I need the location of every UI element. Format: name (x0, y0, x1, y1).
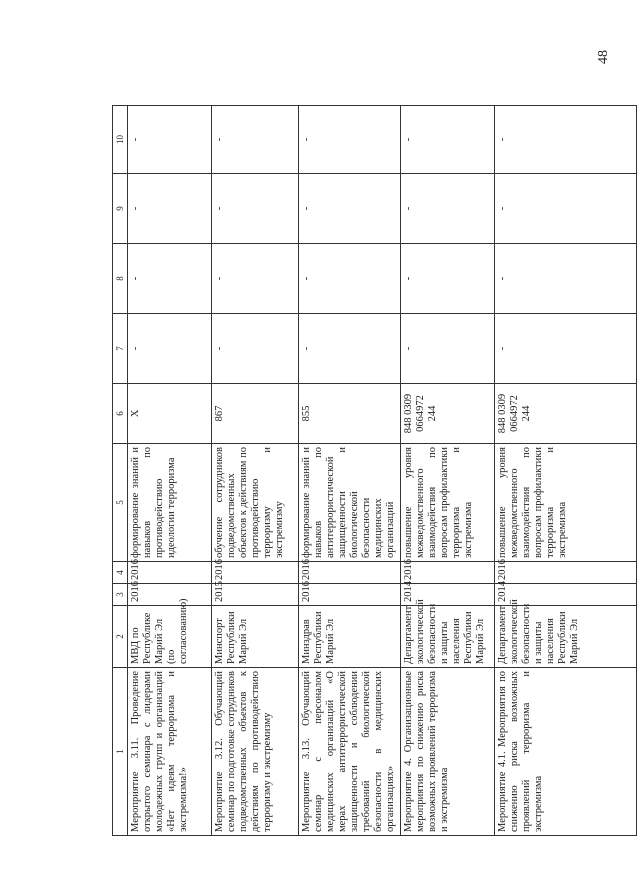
end-year-cell: 2016 (400, 562, 494, 584)
activity-cell: Мероприятие 4.1. Мероприятия по снижению риска возможных проявлений терроризма и экстремизма (494, 668, 637, 836)
rotated-table-wrapper (112, 106, 637, 836)
value-cell: - (299, 106, 401, 174)
start-year-cell: 2014 (494, 584, 637, 606)
value-cell: - (299, 174, 401, 244)
budget-code-cell: X (128, 384, 212, 444)
program-table (112, 105, 637, 836)
executor-cell: МВД по Республике Марий Эл (по согласованию) (128, 606, 212, 668)
col-header: 10 (113, 106, 128, 174)
end-year-cell: 2016 (299, 562, 401, 584)
table-row (128, 106, 212, 836)
header-row (113, 106, 128, 836)
value-cell: - (212, 174, 299, 244)
value-cell: - (128, 244, 212, 314)
start-year-cell: 2016 (128, 584, 212, 606)
budget-code-cell: 848 0309 0664972 244 (494, 384, 637, 444)
col-header: 7 (113, 314, 128, 384)
result-cell: обучение сотрудников подведомственных объектов к действиям по противодействию терроризму и экстремизму (212, 444, 299, 562)
budget-code-cell: 848 0309 0664972 244 (400, 384, 494, 444)
value-cell: - (494, 244, 637, 314)
end-year-cell: 2016 (494, 562, 637, 584)
executor-cell: Минздрав Республики Марий Эл (299, 606, 401, 668)
executor-cell: Департамент экологической безопасности и защиты населения Республики Марий Эл (400, 606, 494, 668)
result-cell: повышение уровня межведомственного взаимодействия по вопросам профилактики терроризма и экстремизма (494, 444, 637, 562)
page-number: 48 (596, 50, 611, 64)
value-cell: - (299, 314, 401, 384)
value-cell: - (494, 106, 637, 174)
result-cell: формирование знаний и навыков по антитеррористической защищенности и биологической безопасности медицинских организаций (299, 444, 401, 562)
end-year-cell: 2016 (212, 562, 299, 584)
end-year-cell: 2016 (128, 562, 212, 584)
col-header: 5 (113, 444, 128, 562)
table-row (494, 106, 637, 836)
value-cell: - (400, 106, 494, 174)
budget-code-cell: 867 (212, 384, 299, 444)
col-header: 6 (113, 384, 128, 444)
result-cell: повышение уровня межведомственного взаимодействия по вопросам профилактики терроризма и экстремизма (400, 444, 494, 562)
table-row (212, 106, 299, 836)
value-cell: - (494, 314, 637, 384)
table-row (299, 106, 401, 836)
start-year-cell: 2015 (212, 584, 299, 606)
table-row (400, 106, 494, 836)
start-year-cell: 2014 (400, 584, 494, 606)
value-cell: - (400, 174, 494, 244)
executor-cell: Минспорт Республики Марий Эл (212, 606, 299, 668)
activity-cell: Мероприятие 3.11. Проведение открытого семинара с лидерами молодежных групп и организаций «Нет идеям терроризма и экстремизма!» (128, 668, 212, 836)
budget-code-cell: 855 (299, 384, 401, 444)
value-cell: - (400, 244, 494, 314)
col-header: 8 (113, 244, 128, 314)
start-year-cell: 2016 (299, 584, 401, 606)
value-cell: - (299, 244, 401, 314)
col-header: 3 (113, 584, 128, 606)
value-cell: - (128, 106, 212, 174)
col-header: 1 (113, 668, 128, 836)
executor-cell: Департамент экологической безопасности и защиты населения Республики Марий Эл (494, 606, 637, 668)
value-cell: - (128, 174, 212, 244)
result-cell: формирование знаний и навыков по противодействию идеологии терроризма (128, 444, 212, 562)
value-cell: - (212, 314, 299, 384)
activity-cell: Мероприятие 4. Организационные мероприятия по снижению риска возможных проявлений терроризма и экстремизма (400, 668, 494, 836)
value-cell: - (494, 174, 637, 244)
col-header: 9 (113, 174, 128, 244)
activity-cell: Мероприятие 3.13. Обучающий семинар с персоналом медицинских организаций «О мерах антитеррористической защищенности и соблюдении требований биологической безопасности в медицинских организациях» (299, 668, 401, 836)
col-header: 4 (113, 562, 128, 584)
col-header: 2 (113, 606, 128, 668)
activity-cell: Мероприятие 3.12. Обучающий семинар по подготовке сотрудников подведомственных объектов к действиям по противодействию терроризму и экстремизму (212, 668, 299, 836)
value-cell: - (212, 106, 299, 174)
value-cell: - (400, 314, 494, 384)
value-cell: - (212, 244, 299, 314)
value-cell: - (128, 314, 212, 384)
